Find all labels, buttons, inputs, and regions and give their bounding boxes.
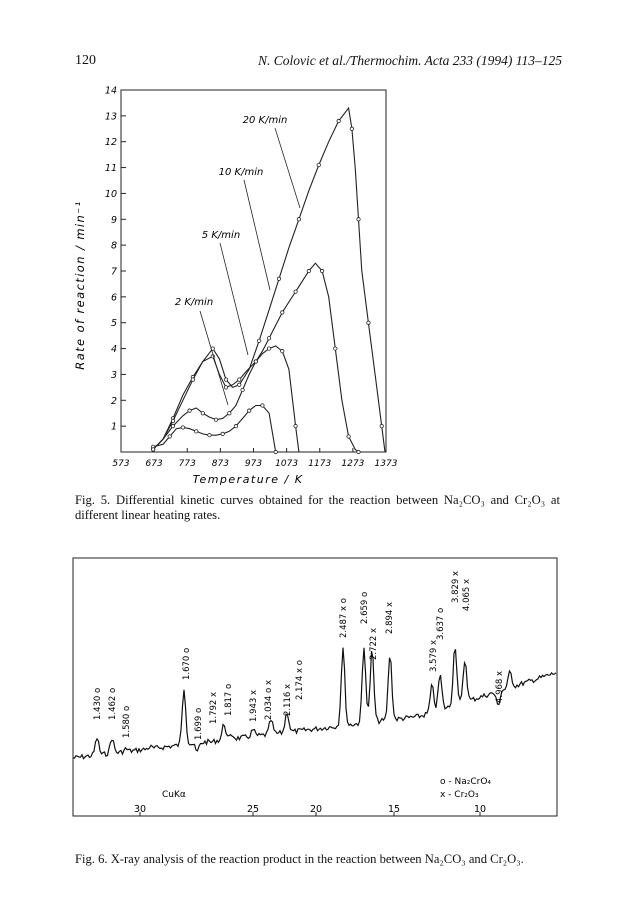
fig5-y-tick-label: 12 bbox=[104, 137, 117, 149]
fig6-peak-label: 1.699 o bbox=[194, 707, 204, 740]
fig5-y-tick-label: 7 bbox=[110, 266, 117, 278]
running-head: N. Colovic et al./Thermochim. Acta 233 (1994) 113–125 bbox=[258, 53, 562, 68]
fig6-legend-cr2o3: x - Cr₂O₃ bbox=[440, 790, 479, 800]
fig6-axis-tick-label: 15 bbox=[387, 804, 401, 815]
fig5-y-tick-label: 1 bbox=[110, 421, 117, 433]
fig5-y-tick-label: 4 bbox=[110, 344, 117, 356]
fig6-peak-label: 2.034 o x bbox=[264, 680, 274, 720]
fig6-caption-text: X-ray analysis of the reaction product in the reaction between Na₂CO₃ and Cr₂O₃. bbox=[110, 852, 524, 866]
fig5-y-tick-label: 8 bbox=[110, 240, 117, 252]
fig5-y-tick-label: 14 bbox=[104, 85, 117, 97]
page-number: 120 bbox=[75, 53, 96, 68]
fig5-x-axis-label: Temperature / K bbox=[192, 473, 304, 486]
fig6-peak-label: 1.670 o bbox=[182, 647, 192, 680]
fig5-y-tick-label: 5 bbox=[110, 318, 117, 330]
fig6-peak-label: 2.174 x o bbox=[295, 660, 305, 700]
fig6-peak-label: 3.579 x bbox=[429, 639, 439, 672]
fig6-axis-tick-label: 20 bbox=[309, 804, 323, 815]
fig6-peak-label: 1.430 o bbox=[93, 687, 103, 720]
fig6-axis-tick-label: 30 bbox=[133, 804, 147, 815]
fig6-peak-label: 1.792 x bbox=[209, 691, 219, 724]
fig5-x-tick-label: 1373 bbox=[374, 459, 398, 469]
fig5-x-tick-label: 973 bbox=[244, 459, 263, 469]
fig5-x-tick-label: 873 bbox=[211, 459, 229, 469]
fig5-y-tick-label: 11 bbox=[104, 163, 117, 175]
fig5-caption-prefix: Fig. 5. bbox=[75, 493, 111, 507]
fig5-y-axis-label: Rate of reaction / min⁻¹ bbox=[73, 200, 87, 370]
fig6-peak-label: 4.968 x bbox=[495, 670, 505, 703]
fig5-y-tick-label: 2 bbox=[110, 395, 117, 407]
fig6-peak-label: 1.462 o bbox=[108, 687, 118, 720]
fig6-peak-label: 1.580 o bbox=[122, 705, 132, 738]
fig5-x-tick-label: 673 bbox=[145, 459, 163, 469]
fig6-peak-label: 2.487 x o bbox=[339, 598, 349, 638]
fig6-peak-label: 2.894 x bbox=[385, 601, 395, 634]
fig5-label-2kmin: 2 K/min bbox=[174, 297, 214, 308]
fig5-x-tick-label: 773 bbox=[178, 459, 196, 469]
fig6-axis-tick-label: 10 bbox=[473, 804, 487, 815]
fig5-y-tick-label: 10 bbox=[104, 188, 117, 200]
fig5-y-tick-label: 6 bbox=[110, 292, 117, 304]
fig5-x-tick-label: 573 bbox=[112, 459, 130, 469]
fig6-caption bbox=[75, 852, 560, 867]
fig6-peak-label: 3.637 o bbox=[436, 607, 446, 640]
fig5-caption-text: Differential kinetic curves obtained for the reaction between Na₂CO₃ and Cr₂O₃ at different linear heating rates. bbox=[75, 493, 560, 522]
fig5-x-tick-label: 1273 bbox=[341, 459, 365, 469]
fig6-peak-label: 2.659 o bbox=[360, 591, 370, 624]
fig6-peak-label: 2.116 x bbox=[283, 683, 293, 716]
fig5-label-10kmin: 10 K/min bbox=[218, 167, 264, 178]
fig6-diffraction-trace bbox=[73, 648, 556, 759]
fig5-label-5kmin: 5 K/min bbox=[201, 230, 241, 241]
fig6-peak-label: 2.722 x bbox=[369, 627, 379, 660]
fig6-caption-prefix: Fig. 6. bbox=[75, 852, 108, 866]
fig6-axis-tick-label: 25 bbox=[246, 804, 260, 815]
fig5-y-tick-label: 9 bbox=[110, 214, 117, 226]
fig5-y-tick-label: 3 bbox=[110, 369, 117, 381]
fig6-peak-label: 4.065 x bbox=[462, 578, 472, 611]
fig6-peak-label: 1.817 o bbox=[224, 683, 234, 716]
fig5-y-tick-label: 13 bbox=[104, 111, 117, 123]
fig6-radiation-label: CuKα bbox=[162, 790, 186, 800]
fig6-peak-label: 3.829 x bbox=[451, 570, 461, 603]
fig6-legend-na2cro4: o - Na₂CrO₄ bbox=[440, 777, 492, 787]
fig6-peak-label: 1.943 x bbox=[249, 689, 259, 722]
fig5-x-tick-label: 1073 bbox=[275, 459, 299, 469]
fig5-x-tick-label: 1173 bbox=[308, 459, 332, 469]
fig5-label-20kmin: 20 K/min bbox=[242, 115, 288, 126]
